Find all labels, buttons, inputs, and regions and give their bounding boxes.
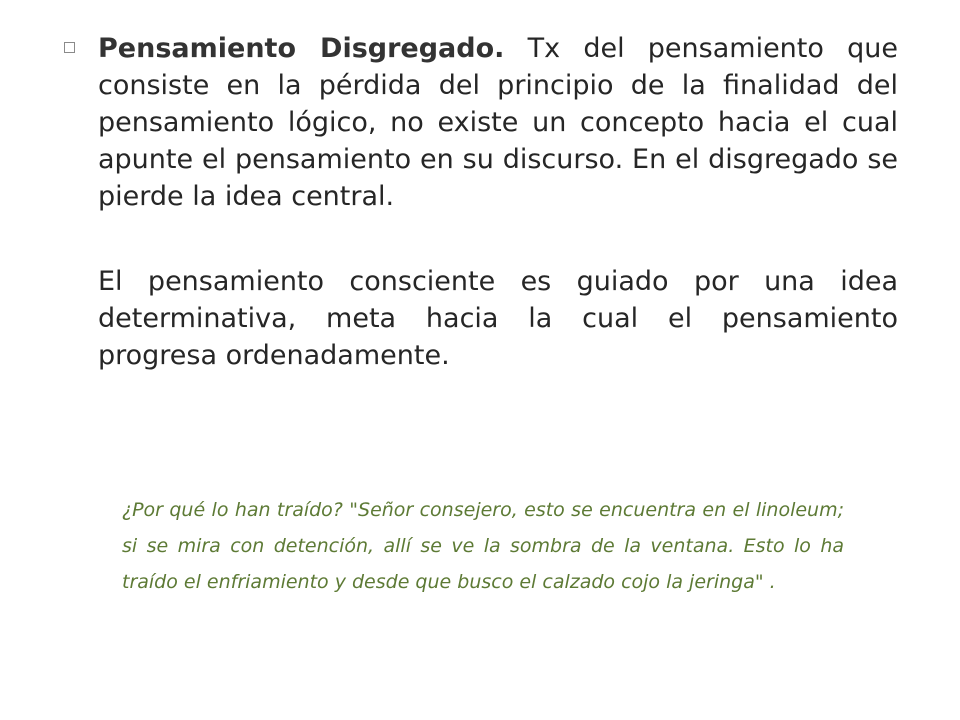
bullet-text: Tx del pensamiento que consiste en la pérdida del principio de la finalidad del pensamiento lógico, no existe un concepto hacia el cual apunte el pensamiento en su discurso. En el disgregado se pierde la idea central. [98, 33, 898, 212]
patient-quote: ¿Por qué lo han traído? "Señor consejero, esto se encuentra en el linoleum; si se mira con detención, allí se ve la sombra de la ventana. Esto lo ha traído el enfriamiento y desde que busco el calzado cojo la jeringa" . [122, 499, 844, 593]
square-bullet-icon [64, 42, 75, 53]
bullet-term: Pensamiento Disgregado. [98, 33, 505, 64]
bullet-paragraph [98, 30, 898, 215]
consciente-paragraph: El pensamiento consciente es guiado por una idea determinativa, meta hacia la cual el pensamiento progresa ordenadamente. [98, 266, 898, 371]
